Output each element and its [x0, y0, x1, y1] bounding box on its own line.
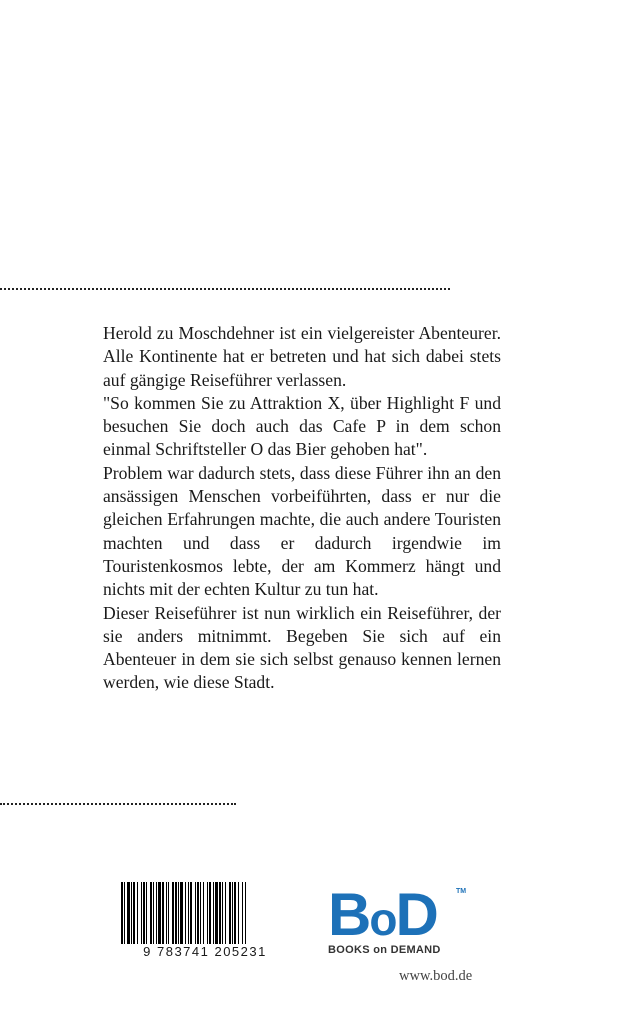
back-cover-blurb — [103, 322, 501, 695]
logo-tagline: BOOKS on DEMAND — [328, 944, 441, 956]
blurb-paragraph-4: Dieser Reiseführer ist nun wirklich ein Reiseführer, der sie anders mitnimmt. Begeben Sie sich auf ein Abenteuer in dem sie sich selbst genauso kennen lernen werden, wie diese Stadt. — [103, 602, 501, 693]
logo-letter-o: o — [369, 893, 396, 945]
blurb-paragraph-3: Problem war dadurch stets, dass diese Führer ihn an den ansässigen Menschen vorbeiführten, dass er nur die gleichen Erfahrungen machte, die auch andere Touristen machten und dass er dadurch irgendwie im Touristenkosmos lebte, der am Kommerz hängt und nichts mit der echten Kultur zu tun hat. — [103, 462, 501, 600]
bod-logo — [328, 881, 468, 965]
blurb-paragraph-1: Herold zu Moschdehner ist ein vielgereister Abenteurer. Alle Kontinente hat er betreten und hat sich dabei stets auf gängige Reiseführer verlassen. — [103, 323, 501, 390]
logo-letter-d: D — [395, 881, 437, 948]
dotted-divider-bottom — [0, 803, 236, 805]
trademark-mark: TM — [456, 888, 467, 895]
publisher-website: www.bod.de — [399, 968, 473, 984]
barcode-bars-icon — [118, 882, 292, 944]
logo-letter-b: B — [328, 881, 370, 948]
dotted-divider-top — [0, 288, 450, 290]
bod-logo-wordmark — [328, 881, 468, 949]
isbn-number: 9 783741 205231 — [143, 944, 267, 959]
blurb-paragraph-2: "So kommen Sie zu Attraktion X, über Highlight F und besuchen Sie doch auch das Cafe P in dem schon einmal Schriftsteller O das Bier gehoben hat". — [103, 392, 501, 460]
